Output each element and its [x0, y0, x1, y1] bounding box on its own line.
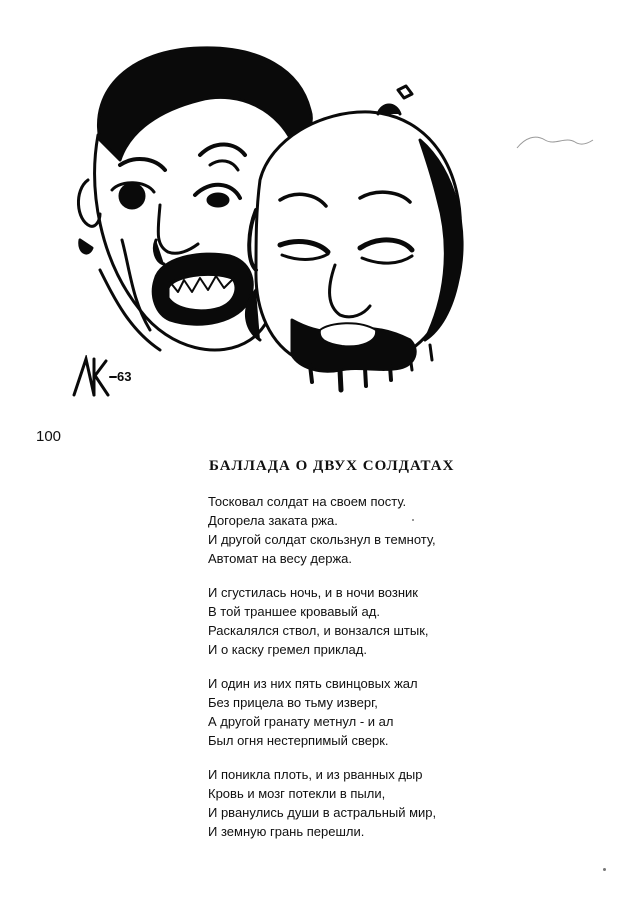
poem-line: В той траншее кровавый ад. — [208, 604, 380, 619]
poem-line: И поникла плоть, и из рванных дыр — [208, 767, 423, 782]
scan-speck — [412, 519, 414, 521]
poem-line: И о каску гремел приклад. — [208, 642, 367, 657]
stanza — [208, 765, 436, 841]
poem-line: Раскалялся ствол, и вонзался штык, — [208, 623, 429, 638]
poem-line: И рванулись души в астральный мир, — [208, 805, 437, 820]
poem-body — [208, 492, 436, 856]
svg-text:63: 63 — [117, 369, 132, 384]
poem-line: Был огня нестерпимый сверк. — [208, 733, 389, 748]
two-heads-illustration — [60, 30, 480, 400]
poem-line: Кровь и мозг потекли в пыли, — [208, 786, 386, 801]
poem-line: Без прицела во тьму изверг, — [208, 695, 378, 710]
page-number: 100 — [36, 428, 62, 445]
stanza — [208, 583, 436, 659]
poem-line: И сгустилась ночь, и в ночи возник — [208, 585, 418, 600]
poem-line: А другой гранату метнул - и ал — [208, 714, 394, 729]
scan-speck — [603, 868, 606, 871]
poem-line: И другой солдат скользнул в темноту, — [208, 532, 436, 547]
artist-signature — [70, 355, 140, 399]
stanza — [208, 674, 436, 750]
poem-line: Тосковал солдат на своем посту. — [208, 494, 407, 509]
margin-sketch — [515, 128, 595, 158]
poem-line: И земную грань перешли. — [208, 824, 365, 839]
poem-line: И один из них пять свинцовых жал — [208, 676, 418, 691]
stanza — [208, 492, 436, 568]
poem-title: БАЛЛАДА О ДВУХ СОЛДАТАХ — [209, 458, 455, 474]
poem-line: Автомат на весу держа. — [208, 551, 352, 566]
poem-line: Догорела заката ржа. — [208, 513, 338, 528]
